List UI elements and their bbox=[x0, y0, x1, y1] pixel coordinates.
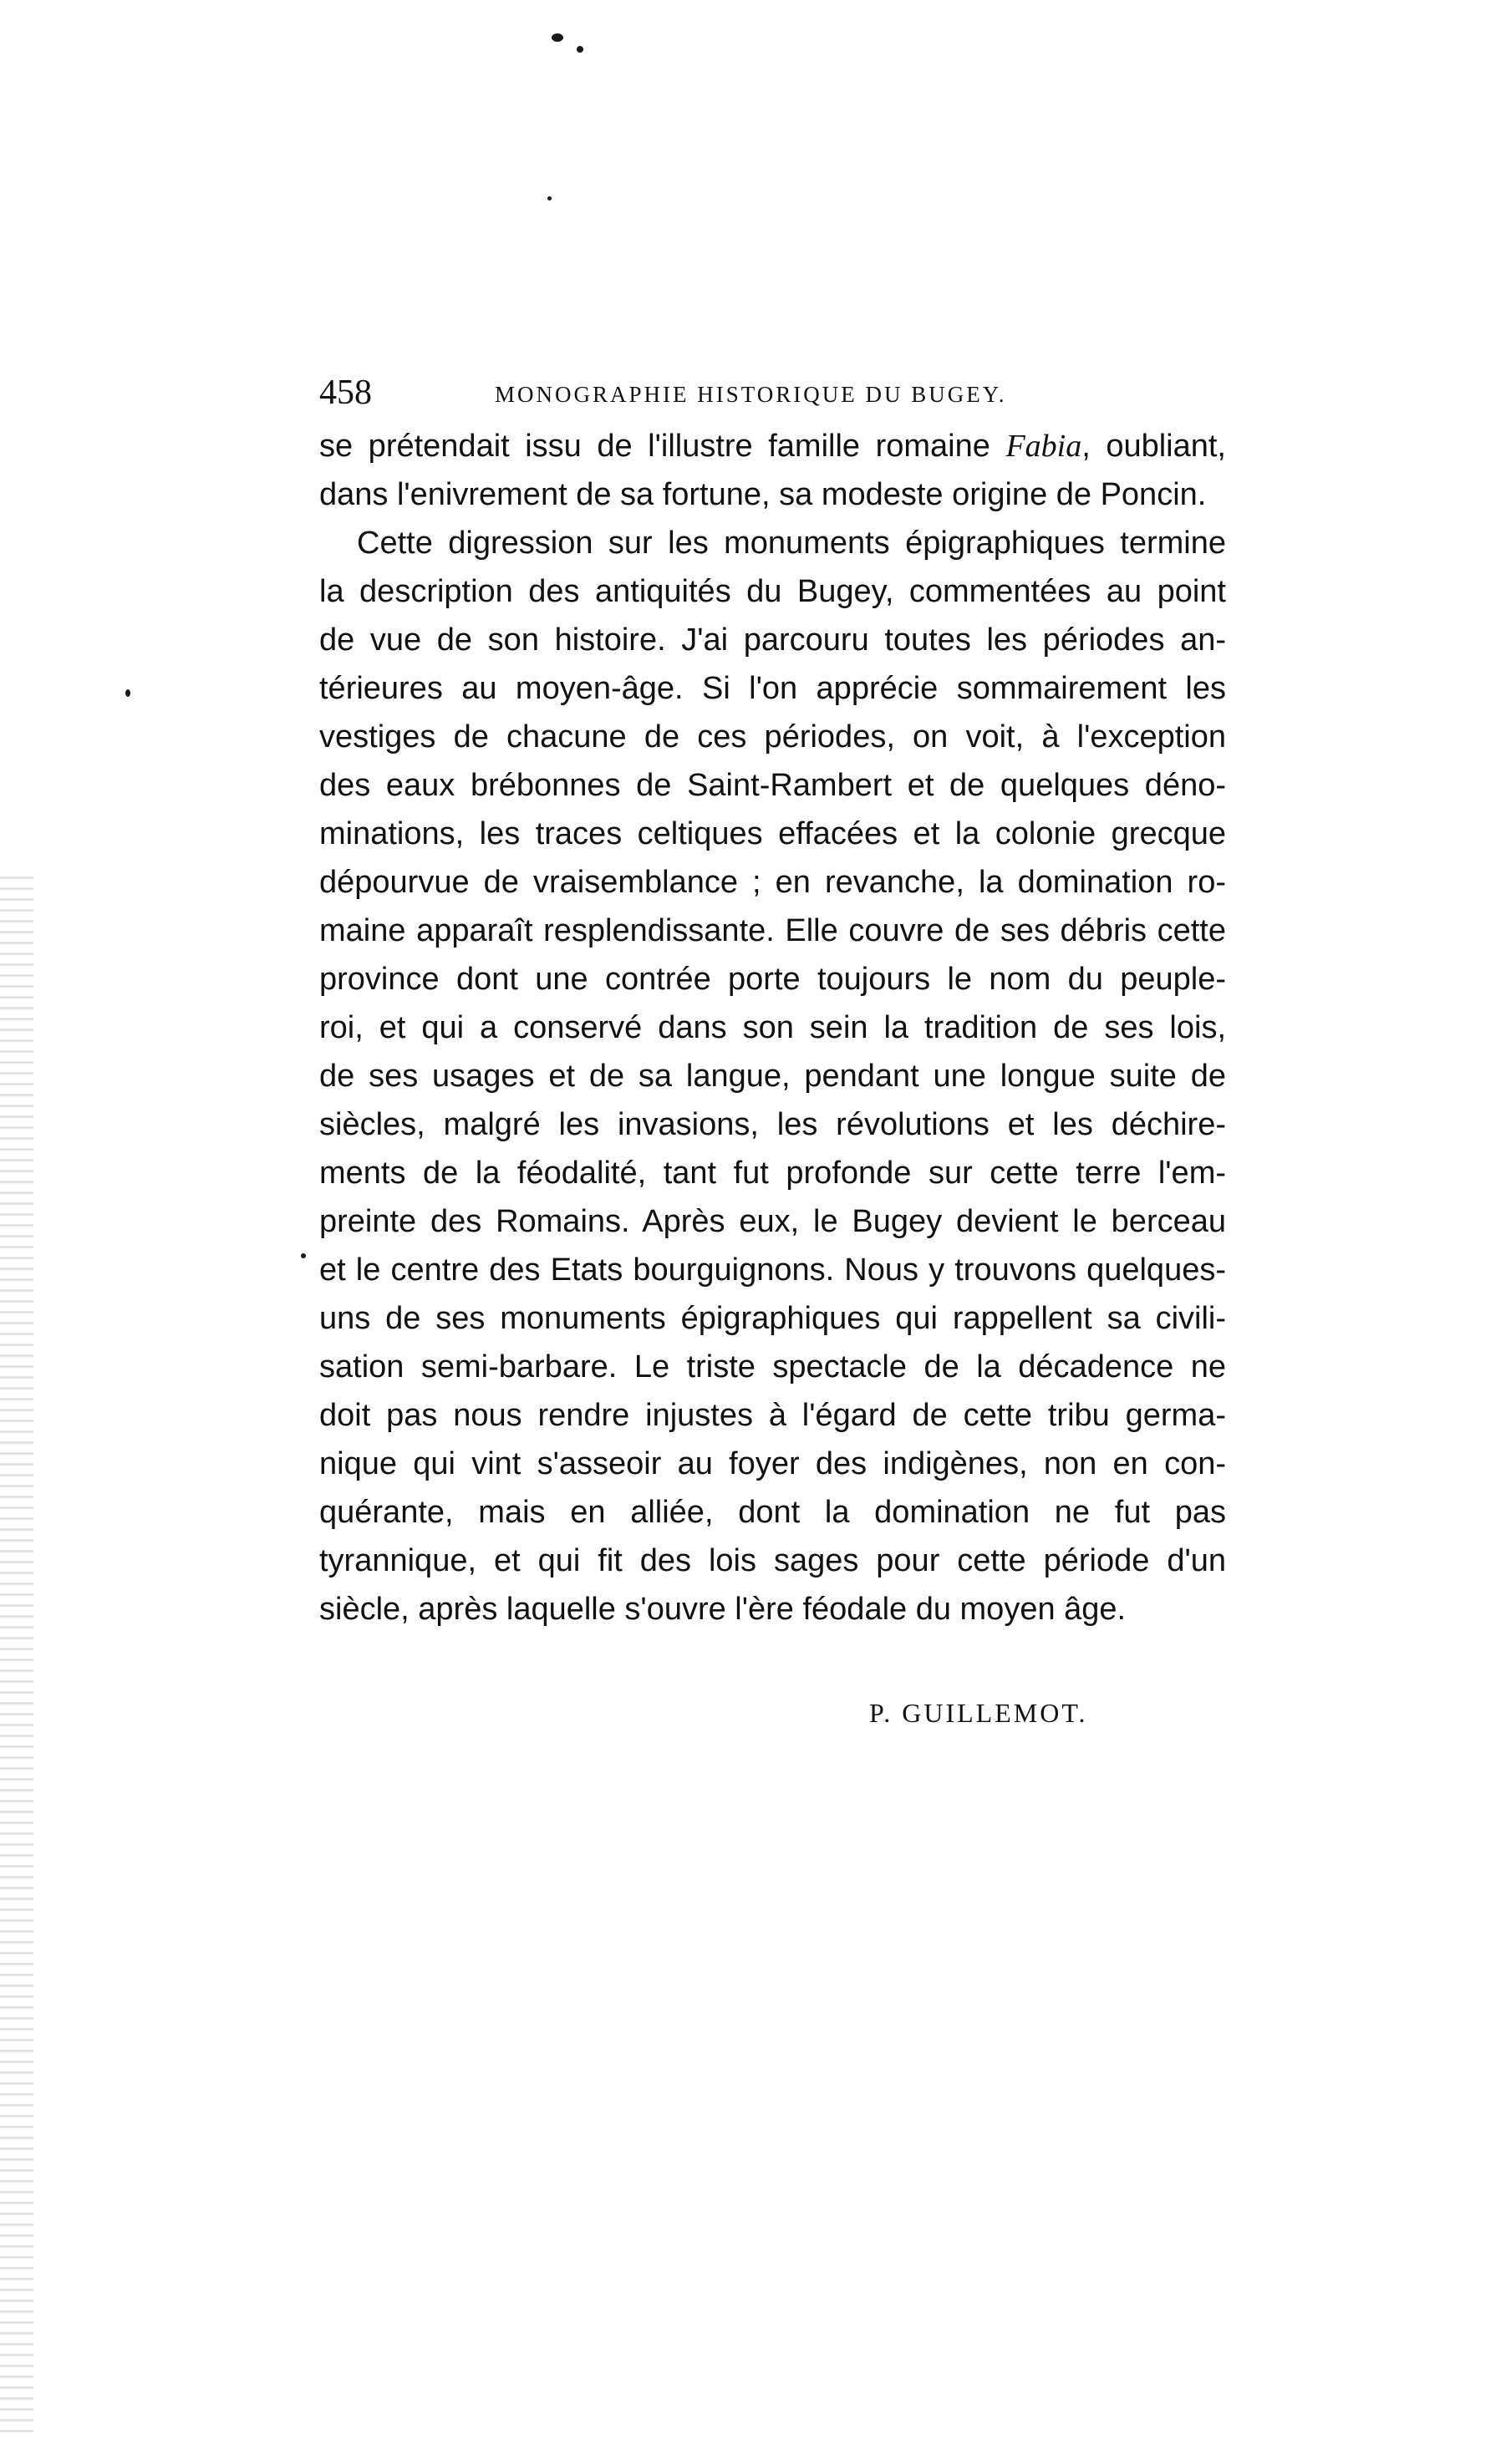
binding-shadow bbox=[0, 869, 33, 2440]
print-speck bbox=[552, 33, 563, 42]
page-number: 458 bbox=[319, 373, 372, 412]
text-line-10: dépourvue de vraisemblance ; en revanche, la domination ro- bbox=[319, 865, 1226, 900]
text-line-5: de vue de son histoire. J'ai parcouru toutes les périodes an- bbox=[319, 622, 1226, 658]
italic-word-fabia: Fabia bbox=[1005, 429, 1082, 464]
running-title: MONOGRAPHIE HISTORIQUE DU BUGEY. bbox=[495, 382, 1007, 407]
text-line-14: de ses usages et de sa langue, pendant une longue suite de bbox=[319, 1059, 1226, 1094]
text-line-4: la description des antiquités du Bugey, commentées au point bbox=[319, 574, 1226, 609]
text-line-9: minations, les traces celtiques effacées et la colonie grecque bbox=[319, 816, 1226, 851]
text-line-13: roi, et qui a conservé dans son sein la tradition de ses lois, bbox=[319, 1010, 1226, 1045]
text-line-1-end: , oubliant, bbox=[1081, 429, 1226, 464]
text-line-16: ments de la féodalité, tant fut profonde sur cette terre l'em- bbox=[319, 1156, 1226, 1191]
text-line-1-start: se prétendait issu de l'illustre famille romaine bbox=[319, 429, 1006, 464]
print-speck bbox=[547, 196, 552, 201]
text-line-20: sation semi-barbare. Le triste spectacle de la décadence ne bbox=[319, 1349, 1226, 1384]
print-speck bbox=[125, 689, 130, 697]
text-line-19: uns de ses monuments épigraphiques qui rappellent sa civili- bbox=[319, 1301, 1226, 1336]
text-line-21: doit pas nous rendre injustes à l'égard de cette tribu germa- bbox=[319, 1398, 1226, 1433]
text-line-25: siècle, après laquelle s'ouvre l'ère féodale du moyen âge. bbox=[319, 1592, 1127, 1627]
body-paragraphs bbox=[319, 422, 1226, 1633]
text-line-17: preinte des Romains. Après eux, le Bugey devient le berceau bbox=[319, 1204, 1226, 1239]
text-line-7: vestiges de chacune de ces périodes, on voit, à l'exception bbox=[319, 719, 1226, 754]
text-line-15: siècles, malgré les invasions, les révolutions et les déchire- bbox=[319, 1107, 1226, 1142]
text-line-6: térieures au moyen-âge. Si l'on apprécie sommairement les bbox=[319, 671, 1226, 706]
text-line-18: et le centre des Etats bourguignons. Nous y trouvons quelques- bbox=[319, 1252, 1226, 1288]
text-line-1 bbox=[319, 422, 1226, 470]
author-signature: P. GUILLEMOT. bbox=[869, 1698, 1088, 1728]
text-line-22: nique qui vint s'asseoir au foyer des indigènes, non en con- bbox=[319, 1446, 1226, 1481]
text-line-12: province dont une contrée porte toujours le nom du peuple- bbox=[319, 962, 1226, 997]
text-line-3: Cette digression sur les monuments épigraphiques termine bbox=[357, 526, 1226, 561]
text-line-11: maine apparaît resplendissante. Elle couvre de ses débris cette bbox=[319, 913, 1226, 948]
text-line-23: quérante, mais en alliée, dont la domination ne fut pas bbox=[319, 1495, 1226, 1530]
print-speck bbox=[577, 46, 583, 53]
text-line-24: tyrannique, et qui fit des lois sages pour cette période d'un bbox=[319, 1543, 1226, 1578]
text-line-8: des eaux brébonnes de Saint-Rambert et de quelques déno- bbox=[319, 768, 1226, 803]
text-line-2: dans l'enivrement de sa fortune, sa modeste origine de Poncin. bbox=[319, 477, 1207, 512]
print-speck bbox=[301, 1253, 306, 1258]
running-header bbox=[319, 368, 1226, 418]
